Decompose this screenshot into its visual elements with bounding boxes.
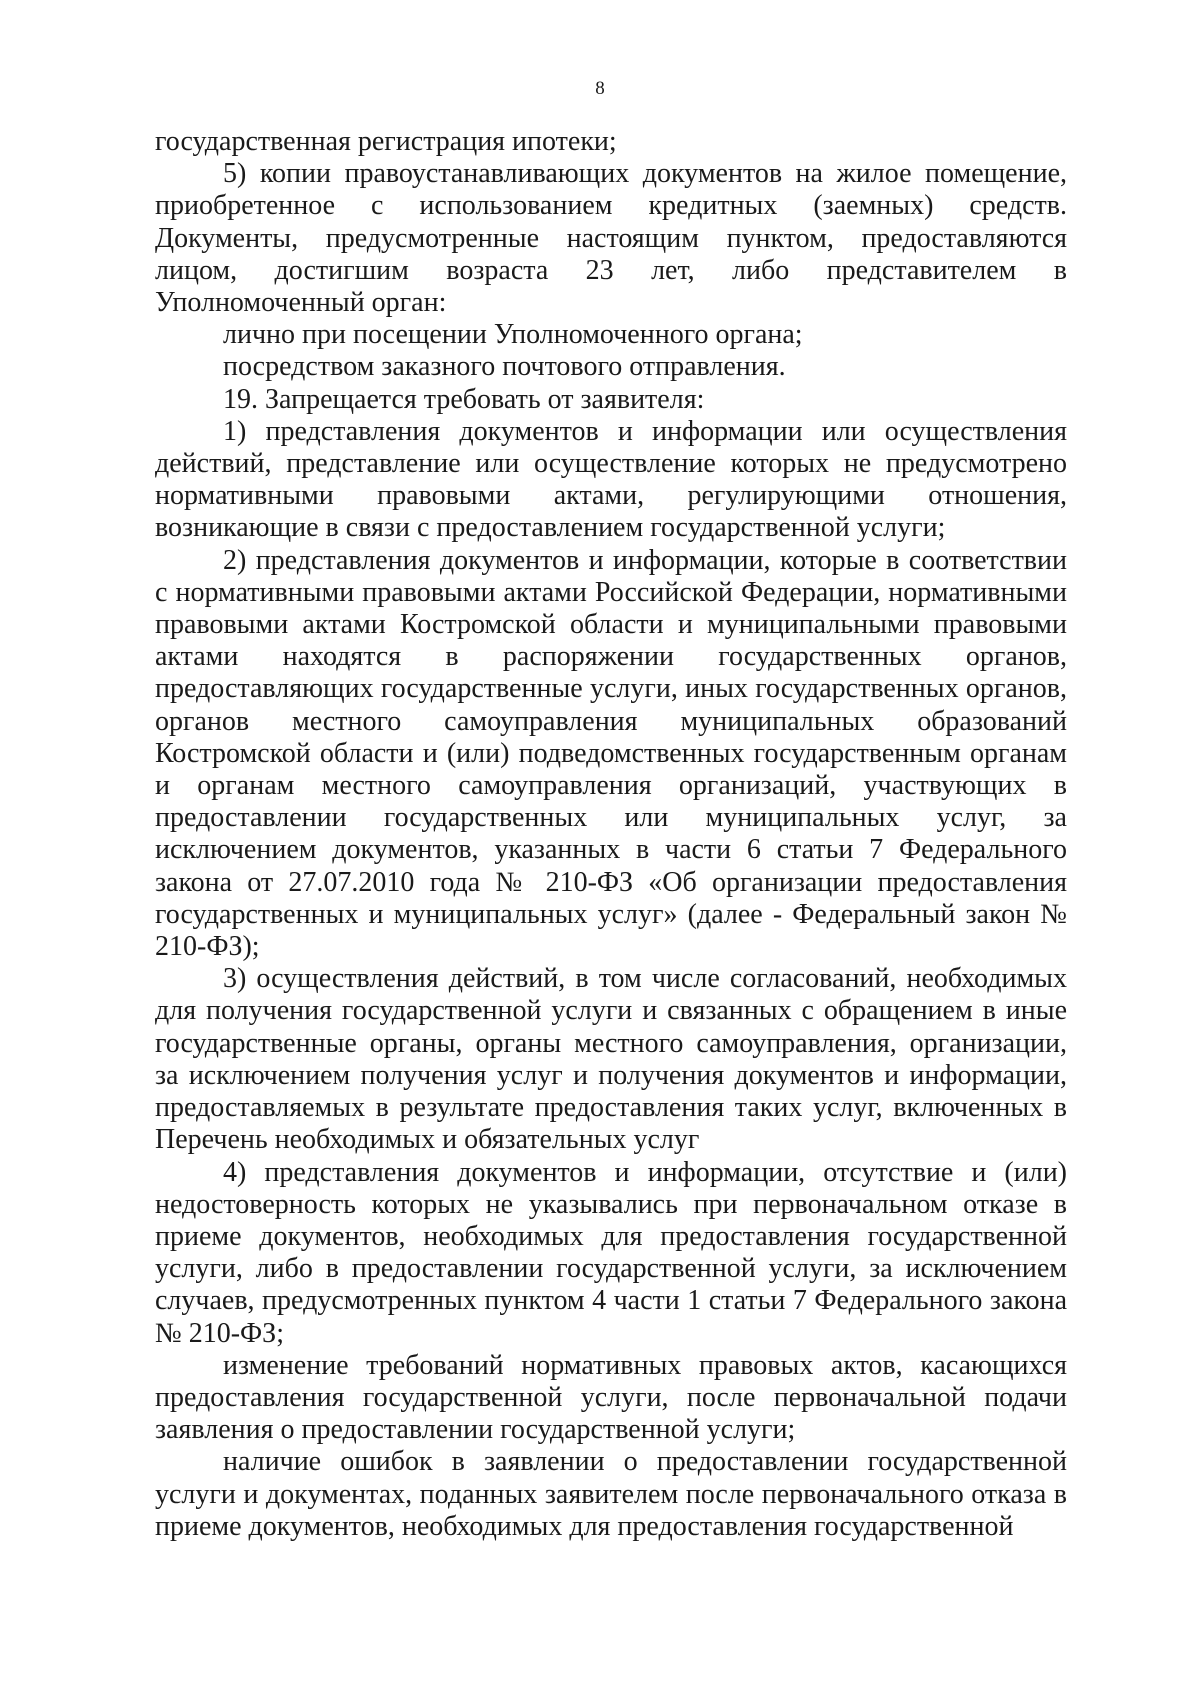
document-body <box>155 126 1067 1543</box>
paragraph-item-1: 1) представления документов и информации или осуществления действий, представление или осуществление которых не предусмотрено нормативными правовыми актами, регулирующими отношения, возникающие в связи с предоставлением государственной услуги; <box>155 415 1067 544</box>
paragraph-requirements-change: изменение требований нормативных правовых актов, касающихся предоставления государственной услуги, после первоначальной подачи заявления о предоставлении государственной услуги; <box>155 1349 1067 1446</box>
paragraph-item-4: 4) представления документов и информации, отсутствие и (или) недостоверность которых не указывались при первоначальном отказе в приеме документов, необходимых для предоставления государственной услуги, либо в предоставлении государственной услуги, за исключением случаев, предусмотренных пунктом 4 части 1 статьи 7 Федерального закона № 210-ФЗ; <box>155 1156 1067 1349</box>
paragraph-section-19: 19. Запрещается требовать от заявителя: <box>223 383 705 415</box>
paragraph-item-3: 3) осуществления действий, в том числе согласований, необходимых для получения государственной услуги и связанных с обращением в иные государственные органы, органы местного самоуправления, организации, за исключением получения услуг и получения документов и информации, предоставляемых в результате предоставления таких услуг, включенных в Перечень необходимых и обязательных услуг <box>155 963 1067 1156</box>
paragraph-item-2: 2) представления документов и информации, которые в соответствии с нормативными правовыми актами Российской Федерации, нормативными правовыми актами Костромской области и муниципальными правовыми актами находятся в распоряжении государственных органов, предоставляющих государственные услуги, иных государственных органов, органов местного самоуправления муниципальных образований Костромской области и (или) подведомственных государственным органам и органам местного самоуправления организаций, участвующих в предоставлении государственных или муниципальных услуг, за исключением документов, указанных в части 6 статьи 7 Федерального закона от 27.07.2010 года № 210-ФЗ «Об организации предоставления государственных и муниципальных услуг» (далее - Федеральный закон № 210-ФЗ); <box>155 544 1067 963</box>
paragraph-registered-mail: посредством заказного почтового отправления. <box>223 351 786 383</box>
paragraph-item-5-title-documents: 5) копии правоустанавливающих документов на жилое помещение, приобретенное с использованием кредитных (заемных) средств. Документы, предусмотренные настоящим пунктом, предоставляются лицом, достигшим возраста 23 лет, либо представителем в Уполномоченный орган: <box>155 158 1067 319</box>
paragraph-errors-in-application: наличие ошибок в заявлении о предоставлении государственной услуги и документах, поданных заявителем после первоначального отказа в приеме документов, необходимых для предоставления государственной <box>155 1446 1067 1542</box>
paragraph-mortgage-registration: государственная регистрация ипотеки; <box>155 126 617 157</box>
paragraph-in-person: лично при посещении Уполномоченного органа; <box>223 319 803 351</box>
page-number: 8 <box>595 78 605 99</box>
